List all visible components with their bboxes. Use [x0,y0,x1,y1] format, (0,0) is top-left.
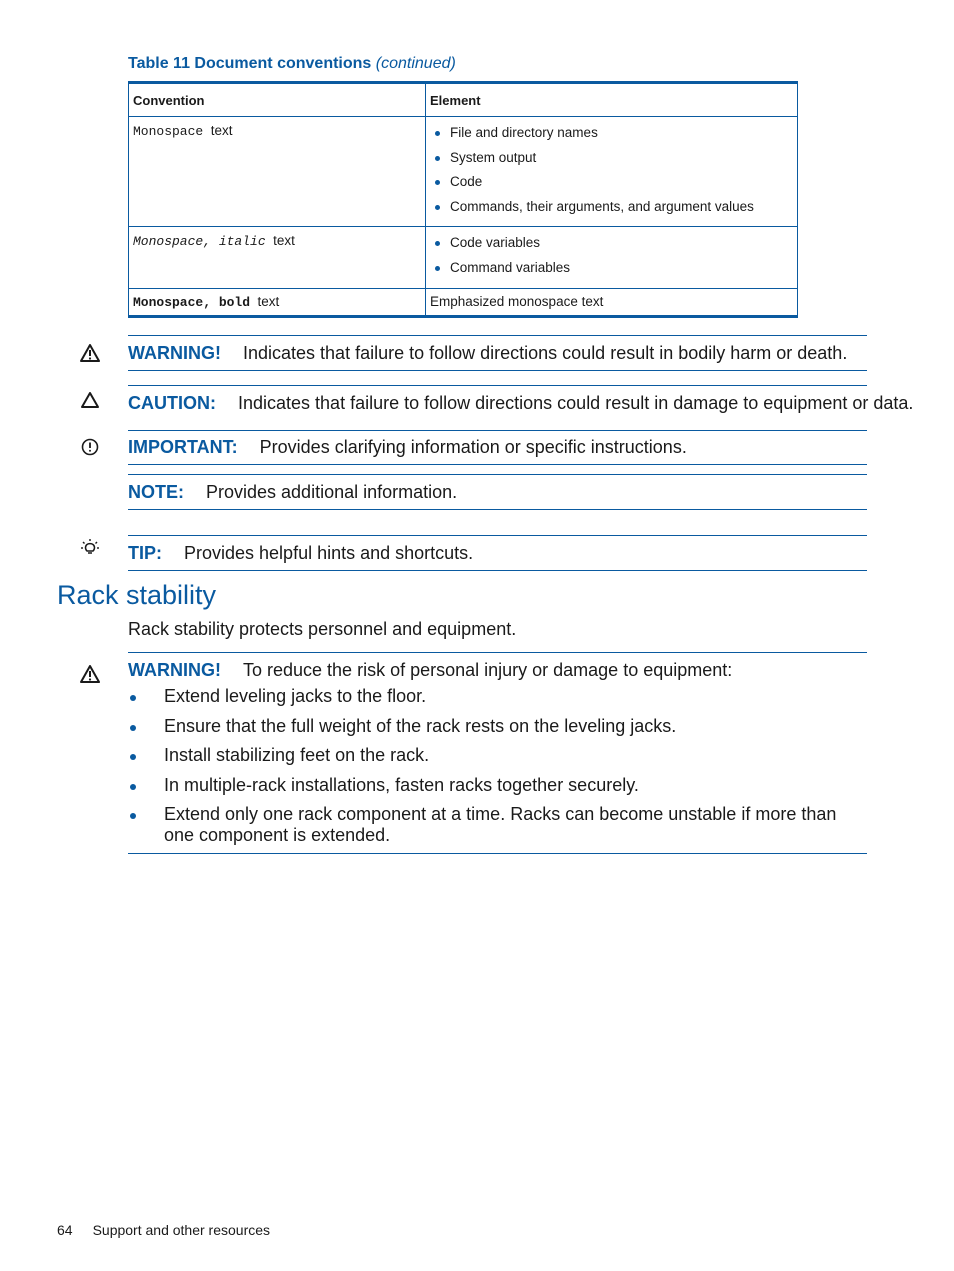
convention-suffix: text [273,233,295,248]
list-item: Extend only one rack component at a time. Racks can become unstable if more than one component is extended. [128,804,848,846]
list-item: In multiple-rack installations, fasten racks together securely. [128,775,848,796]
divider [128,385,867,386]
element-cell [426,227,798,289]
divider [128,509,867,510]
warning-icon [80,343,100,363]
table-header-row [129,83,798,117]
rack-warning-label: WARNING! [128,660,221,680]
element-cell [426,117,798,227]
table-row [129,227,798,289]
divider [128,652,867,653]
header-convention: Convention [129,83,426,117]
tip-admonition [128,543,473,564]
warning-icon [80,664,100,684]
divider [128,535,867,536]
important-label: IMPORTANT: [128,437,238,457]
caution-admonition [128,393,913,414]
tip-label: TIP: [128,543,162,563]
list-item: System output [450,146,793,171]
note-label: NOTE: [128,482,184,502]
list-item: Ensure that the full weight of the rack rests on the leveling jacks. [128,716,848,737]
warning-label: WARNING! [128,343,221,363]
convention-code: Monospace, italic [133,234,266,249]
divider [128,335,867,336]
divider [128,570,867,571]
rack-warning-admonition [128,660,732,681]
list-item: Code [450,170,793,195]
section-intro: Rack stability protects personnel and equipment. [128,619,517,639]
divider [128,464,867,465]
section-title: Rack stability [57,580,217,610]
table-caption-continued: (continued) [375,55,456,72]
footer-title: Support and other resources [92,1222,271,1238]
important-icon [80,437,100,457]
convention-cell [129,227,426,289]
list-item: Install stabilizing feet on the rack. [128,745,848,766]
convention-suffix: text [257,294,280,309]
caution-text: Indicates that failure to follow directions could result in damage to equipment or data. [238,393,914,413]
list-item: Code variables [450,231,793,256]
table-caption-label: Table 11 Document conventions [128,55,372,72]
table-row [129,117,798,227]
divider [128,430,867,431]
divider [128,474,867,475]
note-admonition [128,482,457,503]
tip-text: Provides helpful hints and shortcuts. [184,543,474,563]
page-number: 64 [57,1222,73,1238]
warning-admonition [128,343,847,364]
tip-icon [80,538,100,558]
element-list [430,231,793,280]
caution-label: CAUTION: [128,393,216,413]
convention-code: Monospace, bold [133,295,251,310]
rack-warning-list [128,686,848,855]
element-cell: Emphasized monospace text [426,289,798,317]
caution-icon [80,390,100,410]
rack-warning-text: To reduce the risk of personal injury or damage to equipment: [243,660,733,680]
list-item: Command variables [450,256,793,281]
divider [128,370,867,371]
table-caption [128,55,456,73]
list-item: Extend leveling jacks to the floor. [128,686,848,707]
convention-code: Monospace [133,124,204,139]
warning-text: Indicates that failure to follow directions could result in bodily harm or death. [243,343,848,363]
divider [128,853,867,854]
list-item: Commands, their arguments, and argument values [450,195,793,220]
conventions-table [128,81,798,318]
list-item: File and directory names [450,121,793,146]
page-footer [57,1222,270,1238]
element-list [430,121,793,219]
header-element: Element [426,83,798,117]
important-admonition [128,437,687,458]
important-text: Provides clarifying information or specific instructions. [259,437,687,457]
convention-cell [129,117,426,227]
table-row [129,289,798,317]
convention-cell [129,289,426,317]
note-text: Provides additional information. [206,482,458,502]
convention-suffix: text [210,123,233,138]
